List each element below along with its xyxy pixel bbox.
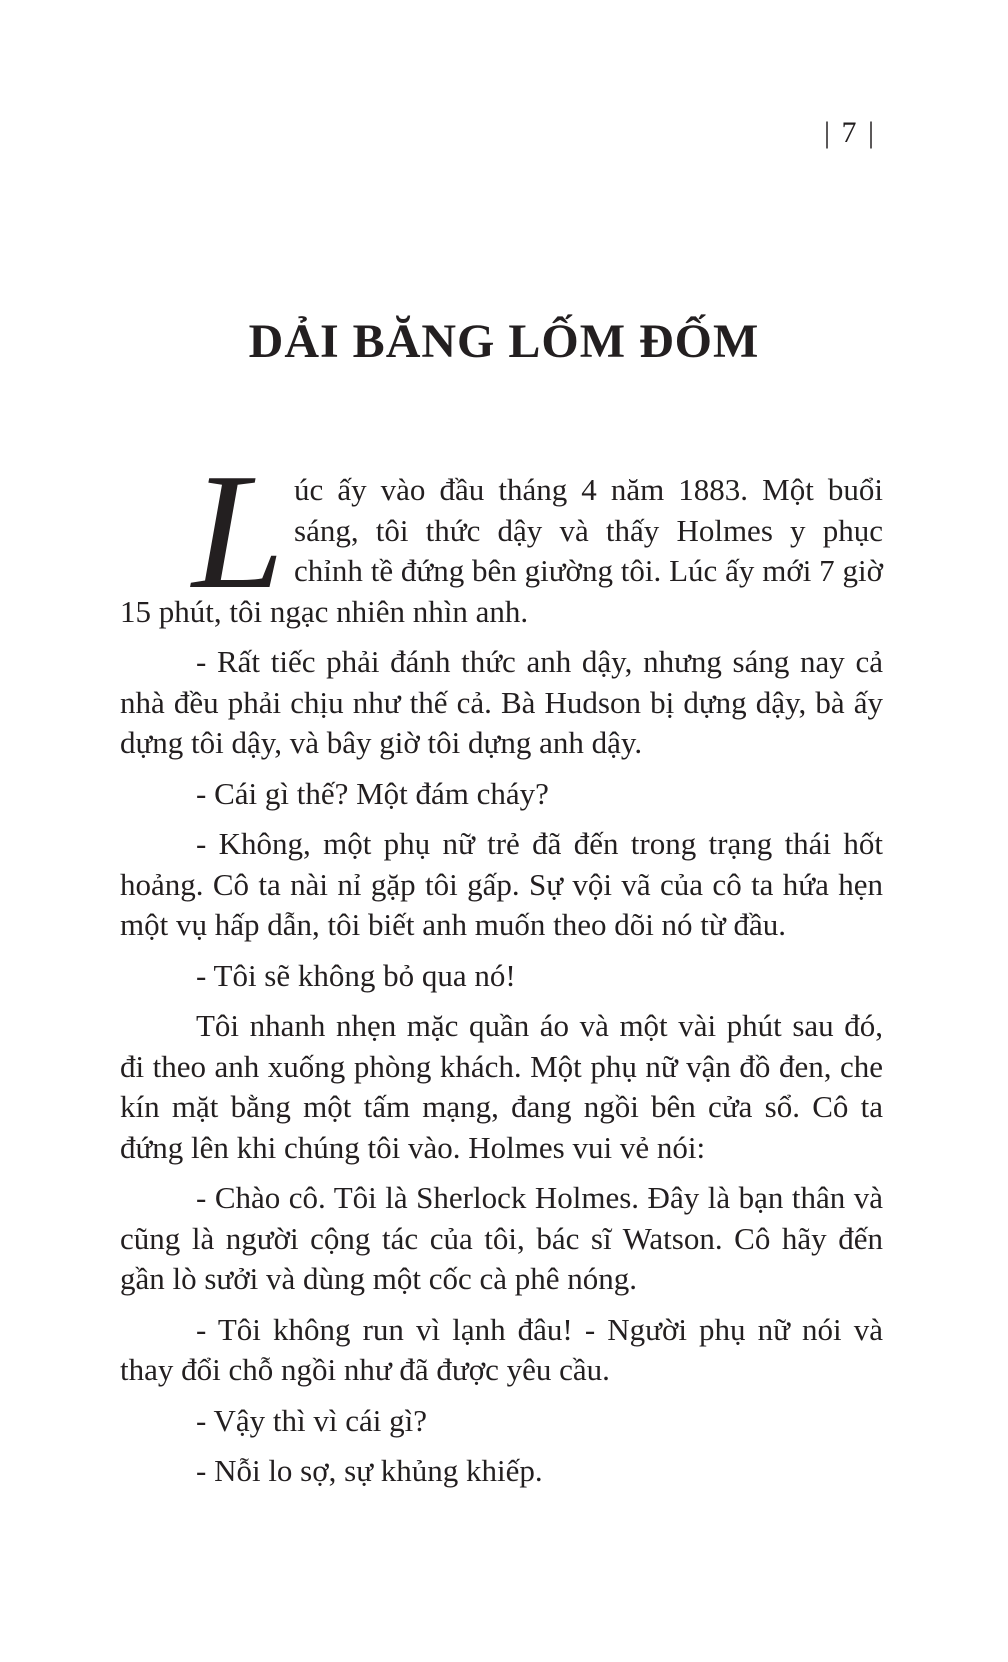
chapter-title: DẢI BĂNG LỐM ĐỐM [248,315,760,368]
paragraph: Tôi nhanh nhẹn mặc quần áo và một vài phút sau đó, đi theo anh xuống phòng khách. Một phụ nữ vận đồ đen, che kín mặt bằng một tấm mạng, đang ngồi bên cửa sổ. Cô ta đứng lên khi chúng tôi vào. Holmes vui vẻ nói: [120,1008,883,1165]
first-paragraph [120,439,883,632]
paragraph: - Không, một phụ nữ trẻ đã đến trong trạng thái hốt hoảng. Cô ta nài nỉ gặp tôi gấp. Sự vội vã của cô ta hứa hẹn một vụ hấp dẫn, tôi biết anh muốn theo dõi nó từ đầu. [120,826,883,942]
chapter-body [120,439,883,1502]
paragraph: - Chào cô. Tôi là Sherlock Holmes. Đây là bạn thân và cũng là người cộng tác của tôi, bác sĩ Watson. Cô hãy đến gần lò sưởi và dùng một cốc cà phê nóng. [120,1180,883,1296]
page-number: | 7 | [823,116,876,149]
paragraph: - Vậy thì vì cái gì? [196,1402,428,1438]
paragraph: - Cái gì thế? Một đám cháy? [196,775,549,811]
paragraph: - Tôi sẽ không bỏ qua nó! [196,957,516,993]
drop-cap-letter: L [192,439,285,623]
paragraph: - Nỗi lo sợ, sự khủng khiếp. [196,1453,543,1488]
paragraph: - Rất tiếc phải đánh thức anh dậy, nhưng sáng nay cả nhà đều phải chịu như thế cả. Bà Hudson bị dựng dậy, bà ấy dựng tôi dậy, và bây giờ tôi dựng anh dậy. [120,644,883,760]
first-paragraph-text: úc ấy vào đầu tháng 4 năm 1883. Một buổi sáng, tôi thức dậy và thấy Holmes y phục chỉnh tề đứng bên giường tôi. Lúc ấy mới 7 giờ 15 phút, tôi ngạc nhiên nhìn anh. [120,472,883,629]
paragraph: - Tôi không run vì lạnh đâu! - Người phụ nữ nói và thay đổi chỗ ngồi như đã được yêu cầu. [120,1311,883,1387]
